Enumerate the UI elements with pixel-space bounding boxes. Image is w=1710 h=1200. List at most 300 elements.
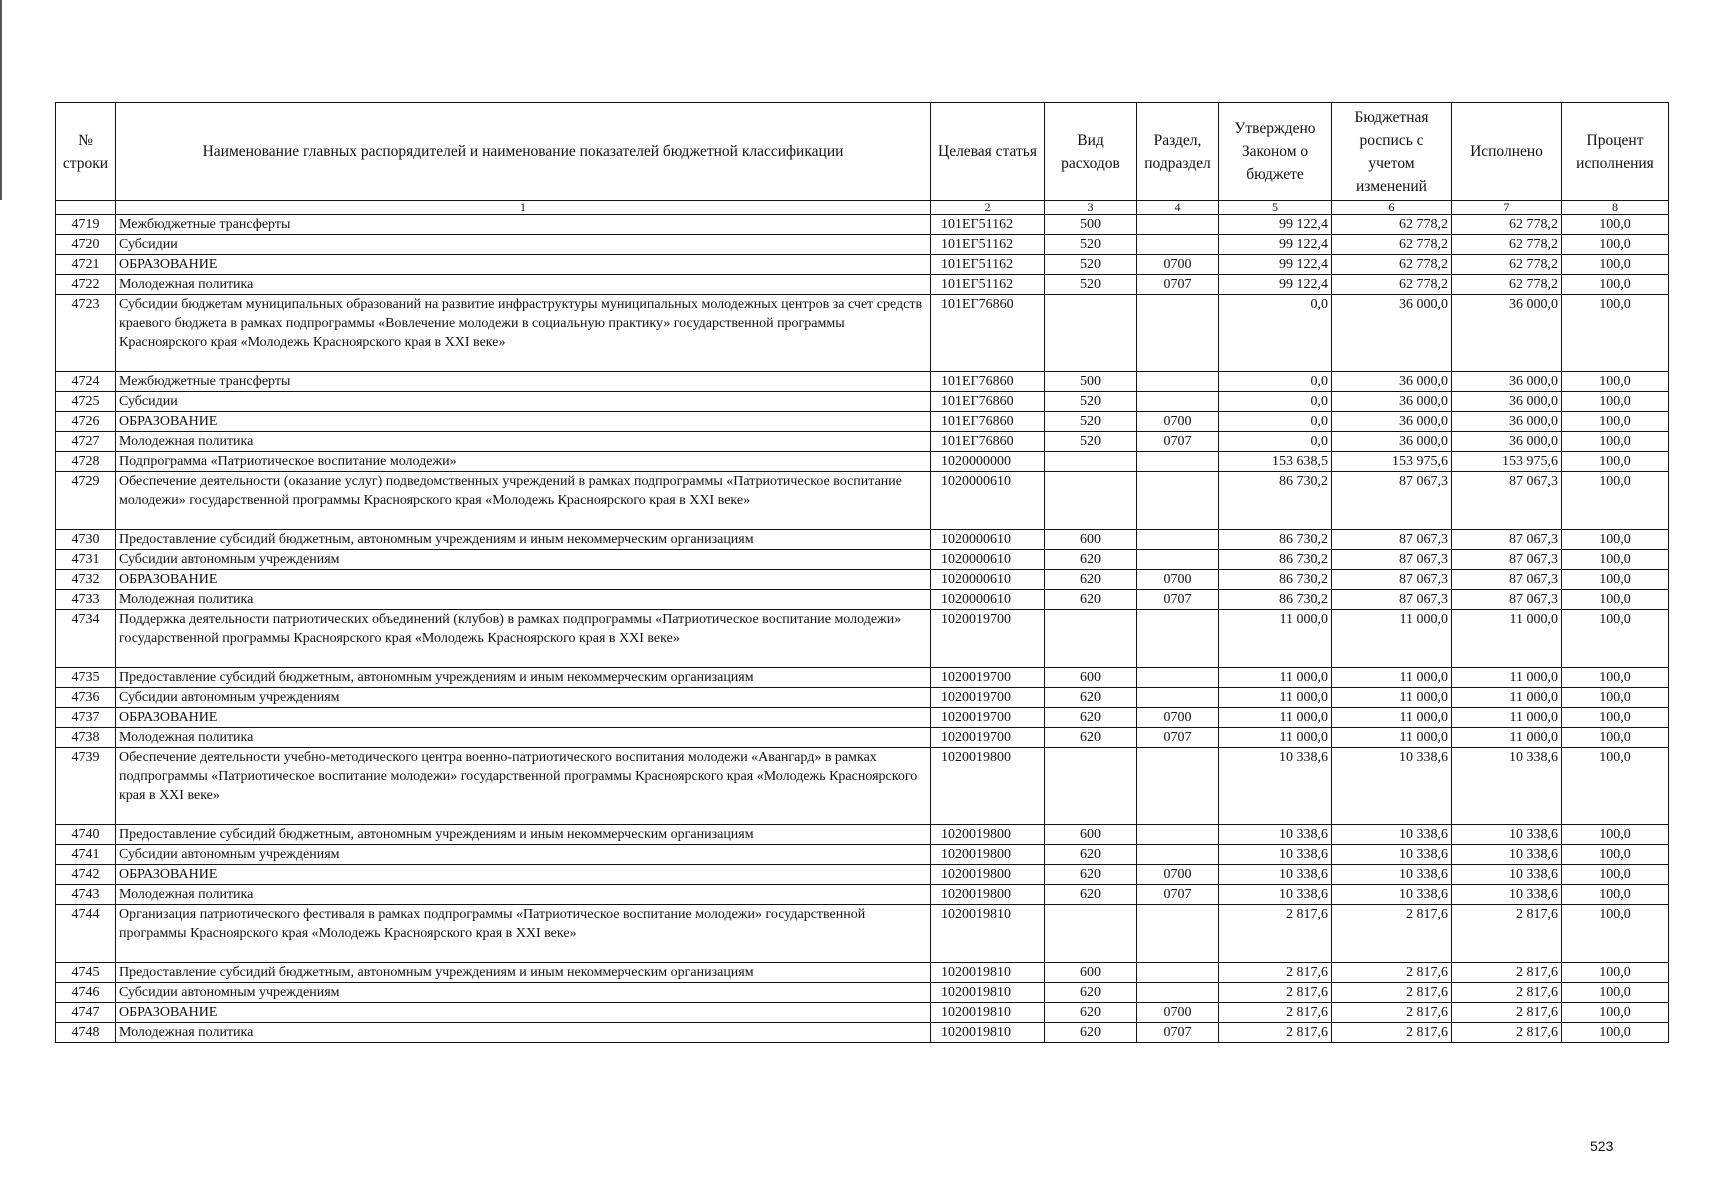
target-article: 1020000610	[931, 472, 1045, 530]
executed-amount: 153 975,6	[1452, 452, 1562, 472]
section-code	[1137, 372, 1219, 392]
execution-percent: 100,0	[1562, 372, 1669, 392]
budget-amount: 62 778,2	[1332, 235, 1452, 255]
budget-amount: 11 000,0	[1332, 708, 1452, 728]
target-article: 101ЕГ76860	[931, 372, 1045, 392]
target-article: 101ЕГ76860	[931, 412, 1045, 432]
target-article: 1020019800	[931, 865, 1045, 885]
row-name: ОБРАЗОВАНИЕ	[116, 1003, 931, 1023]
budget-amount: 11 000,0	[1332, 610, 1452, 668]
approved-amount: 0,0	[1219, 412, 1332, 432]
table-row	[56, 570, 1669, 590]
table-body	[56, 215, 1669, 1043]
section-code: 0700	[1137, 412, 1219, 432]
section-code	[1137, 550, 1219, 570]
execution-percent: 100,0	[1562, 905, 1669, 963]
row-name: Субсидии	[116, 392, 931, 412]
approved-amount: 2 817,6	[1219, 1003, 1332, 1023]
table-row	[56, 748, 1669, 825]
row-name: ОБРАЗОВАНИЕ	[116, 412, 931, 432]
section-code: 0700	[1137, 1003, 1219, 1023]
approved-amount: 11 000,0	[1219, 708, 1332, 728]
expense-type: 620	[1045, 590, 1137, 610]
approved-amount: 86 730,2	[1219, 570, 1332, 590]
budget-amount: 36 000,0	[1332, 295, 1452, 372]
executed-amount: 62 778,2	[1452, 215, 1562, 235]
row-name: Молодежная политика	[116, 275, 931, 295]
executed-amount: 36 000,0	[1452, 432, 1562, 452]
row-name: ОБРАЗОВАНИЕ	[116, 255, 931, 275]
row-name: Предоставление субсидий бюджетным, автономным учреждениям и иным некоммерческим организациям	[116, 668, 931, 688]
colnum	[56, 201, 116, 215]
table-row	[56, 825, 1669, 845]
header-approved: Утверждено Законом о бюджете	[1219, 103, 1332, 201]
scan-edge	[0, 0, 2, 200]
section-code	[1137, 748, 1219, 825]
row-name: Межбюджетные трансферты	[116, 372, 931, 392]
row-number: 4724	[56, 372, 116, 392]
execution-percent: 100,0	[1562, 610, 1669, 668]
row-name: Предоставление субсидий бюджетным, автономным учреждениям и иным некоммерческим организациям	[116, 963, 931, 983]
executed-amount: 87 067,3	[1452, 530, 1562, 550]
execution-percent: 100,0	[1562, 570, 1669, 590]
target-article: 1020019810	[931, 963, 1045, 983]
execution-percent: 100,0	[1562, 845, 1669, 865]
table-row	[56, 412, 1669, 432]
executed-amount: 10 338,6	[1452, 885, 1562, 905]
execution-percent: 100,0	[1562, 688, 1669, 708]
row-name: Молодежная политика	[116, 885, 931, 905]
budget-amount: 36 000,0	[1332, 372, 1452, 392]
budget-amount: 62 778,2	[1332, 215, 1452, 235]
approved-amount: 10 338,6	[1219, 865, 1332, 885]
row-name: Организация патриотического фестиваля в рамках подпрограммы «Патриотическое воспитание молодежи» государственной программы Красноярского края «Молодежь Красноярского края в XXI веке»	[116, 905, 931, 963]
row-name: Межбюджетные трансферты	[116, 215, 931, 235]
row-number: 4740	[56, 825, 116, 845]
section-code	[1137, 215, 1219, 235]
execution-percent: 100,0	[1562, 1003, 1669, 1023]
approved-amount: 99 122,4	[1219, 275, 1332, 295]
row-number: 4739	[56, 748, 116, 825]
expense-type	[1045, 905, 1137, 963]
table-row	[56, 392, 1669, 412]
budget-table	[55, 102, 1669, 1043]
target-article: 101ЕГ51162	[931, 215, 1045, 235]
expense-type: 520	[1045, 255, 1137, 275]
row-number: 4725	[56, 392, 116, 412]
table-row	[56, 983, 1669, 1003]
target-article: 1020019800	[931, 748, 1045, 825]
executed-amount: 2 817,6	[1452, 905, 1562, 963]
execution-percent: 100,0	[1562, 550, 1669, 570]
row-number: 4722	[56, 275, 116, 295]
expense-type: 520	[1045, 235, 1137, 255]
section-code: 0707	[1137, 1023, 1219, 1043]
row-number: 4741	[56, 845, 116, 865]
budget-amount: 11 000,0	[1332, 728, 1452, 748]
budget-amount: 87 067,3	[1332, 472, 1452, 530]
expense-type: 620	[1045, 885, 1137, 905]
row-number: 4719	[56, 215, 116, 235]
table-row	[56, 845, 1669, 865]
section-code	[1137, 472, 1219, 530]
row-name: ОБРАЗОВАНИЕ	[116, 708, 931, 728]
table-row	[56, 963, 1669, 983]
table-row	[56, 235, 1669, 255]
section-code	[1137, 452, 1219, 472]
expense-type: 620	[1045, 865, 1137, 885]
row-name: Субсидии автономным учреждениям	[116, 845, 931, 865]
expense-type: 600	[1045, 668, 1137, 688]
approved-amount: 99 122,4	[1219, 235, 1332, 255]
row-number: 4730	[56, 530, 116, 550]
table-row	[56, 1003, 1669, 1023]
table-row	[56, 590, 1669, 610]
executed-amount: 2 817,6	[1452, 963, 1562, 983]
approved-amount: 86 730,2	[1219, 530, 1332, 550]
table-row	[56, 550, 1669, 570]
executed-amount: 10 338,6	[1452, 825, 1562, 845]
table-row	[56, 215, 1669, 235]
table-row	[56, 530, 1669, 550]
section-code: 0707	[1137, 275, 1219, 295]
expense-type: 620	[1045, 845, 1137, 865]
row-name: Обеспечение деятельности учебно-методического центра военно-патриотического воспитания молодежи «Авангард» в рамках подпрограммы «Патриотическое воспитание молодежи» государственной программы Красноярского края «Молодежь Красноярского края в XXI веке»	[116, 748, 931, 825]
row-number: 4737	[56, 708, 116, 728]
expense-type: 600	[1045, 963, 1137, 983]
executed-amount: 11 000,0	[1452, 728, 1562, 748]
execution-percent: 100,0	[1562, 708, 1669, 728]
budget-amount: 10 338,6	[1332, 845, 1452, 865]
execution-percent: 100,0	[1562, 472, 1669, 530]
row-number: 4731	[56, 550, 116, 570]
row-number: 4721	[56, 255, 116, 275]
section-code	[1137, 845, 1219, 865]
row-number: 4744	[56, 905, 116, 963]
row-number: 4736	[56, 688, 116, 708]
target-article: 1020000610	[931, 550, 1045, 570]
execution-percent: 100,0	[1562, 275, 1669, 295]
approved-amount: 11 000,0	[1219, 728, 1332, 748]
target-article: 1020019700	[931, 610, 1045, 668]
section-code	[1137, 530, 1219, 550]
approved-amount: 2 817,6	[1219, 905, 1332, 963]
table-row	[56, 472, 1669, 530]
executed-amount: 2 817,6	[1452, 1023, 1562, 1043]
expense-type: 620	[1045, 708, 1137, 728]
target-article: 1020019810	[931, 905, 1045, 963]
budget-amount: 36 000,0	[1332, 432, 1452, 452]
table-row	[56, 372, 1669, 392]
row-number: 4723	[56, 295, 116, 372]
row-number: 4729	[56, 472, 116, 530]
section-code: 0707	[1137, 432, 1219, 452]
target-article: 1020000610	[931, 590, 1045, 610]
execution-percent: 100,0	[1562, 235, 1669, 255]
target-article: 1020000610	[931, 570, 1045, 590]
executed-amount: 87 067,3	[1452, 550, 1562, 570]
header-type: Вид расходов	[1045, 103, 1137, 201]
target-article: 1020019800	[931, 845, 1045, 865]
executed-amount: 87 067,3	[1452, 472, 1562, 530]
expense-type: 520	[1045, 275, 1137, 295]
target-article: 1020000000	[931, 452, 1045, 472]
table-row	[56, 255, 1669, 275]
execution-percent: 100,0	[1562, 1023, 1669, 1043]
expense-type: 620	[1045, 728, 1137, 748]
execution-percent: 100,0	[1562, 728, 1669, 748]
target-article: 1020019810	[931, 1023, 1045, 1043]
budget-amount: 87 067,3	[1332, 550, 1452, 570]
executed-amount: 11 000,0	[1452, 708, 1562, 728]
budget-amount: 10 338,6	[1332, 825, 1452, 845]
approved-amount: 11 000,0	[1219, 668, 1332, 688]
budget-amount: 2 817,6	[1332, 905, 1452, 963]
section-code: 0700	[1137, 570, 1219, 590]
page-number: 523	[1590, 1138, 1614, 1154]
execution-percent: 100,0	[1562, 392, 1669, 412]
approved-amount: 10 338,6	[1219, 748, 1332, 825]
row-number: 4738	[56, 728, 116, 748]
approved-amount: 86 730,2	[1219, 590, 1332, 610]
approved-amount: 99 122,4	[1219, 215, 1332, 235]
approved-amount: 0,0	[1219, 432, 1332, 452]
section-code	[1137, 905, 1219, 963]
approved-amount: 2 817,6	[1219, 963, 1332, 983]
table-row	[56, 1023, 1669, 1043]
section-code: 0700	[1137, 708, 1219, 728]
table-row	[56, 275, 1669, 295]
row-name: Поддержка деятельности патриотических объединений (клубов) в рамках подпрограммы «Патриотическое воспитание молодежи» государственной программы Красноярского края «Молодежь Красноярского края в XXI веке»	[116, 610, 931, 668]
row-number: 4747	[56, 1003, 116, 1023]
budget-amount: 10 338,6	[1332, 748, 1452, 825]
row-name: Обеспечение деятельности (оказание услуг) подведомственных учреждений в рамках подпрограммы «Патриотическое воспитание молодежи» государственной программы Красноярского края «Молодежь Красноярского края в XXI веке»	[116, 472, 931, 530]
budget-amount: 36 000,0	[1332, 392, 1452, 412]
section-code	[1137, 983, 1219, 1003]
target-article: 1020019700	[931, 688, 1045, 708]
row-number: 4743	[56, 885, 116, 905]
budget-amount: 153 975,6	[1332, 452, 1452, 472]
executed-amount: 87 067,3	[1452, 590, 1562, 610]
target-article: 101ЕГ76860	[931, 432, 1045, 452]
section-code	[1137, 963, 1219, 983]
execution-percent: 100,0	[1562, 295, 1669, 372]
row-name: Молодежная политика	[116, 728, 931, 748]
section-code	[1137, 392, 1219, 412]
executed-amount: 10 338,6	[1452, 845, 1562, 865]
budget-amount: 2 817,6	[1332, 1003, 1452, 1023]
header-row-no: № строки	[56, 103, 116, 201]
executed-amount: 2 817,6	[1452, 1003, 1562, 1023]
expense-type: 620	[1045, 1003, 1137, 1023]
section-code	[1137, 688, 1219, 708]
approved-amount: 99 122,4	[1219, 255, 1332, 275]
expense-type: 620	[1045, 1023, 1137, 1043]
section-code: 0700	[1137, 255, 1219, 275]
execution-percent: 100,0	[1562, 412, 1669, 432]
target-article: 1020019810	[931, 983, 1045, 1003]
column-number-row	[56, 201, 1669, 215]
budget-amount: 10 338,6	[1332, 885, 1452, 905]
row-name: Субсидии автономным учреждениям	[116, 983, 931, 1003]
expense-type: 500	[1045, 215, 1137, 235]
executed-amount: 10 338,6	[1452, 865, 1562, 885]
row-name: ОБРАЗОВАНИЕ	[116, 570, 931, 590]
row-number: 4733	[56, 590, 116, 610]
row-name: Молодежная политика	[116, 432, 931, 452]
execution-percent: 100,0	[1562, 452, 1669, 472]
row-number: 4735	[56, 668, 116, 688]
approved-amount: 10 338,6	[1219, 845, 1332, 865]
table-row	[56, 905, 1669, 963]
execution-percent: 100,0	[1562, 825, 1669, 845]
execution-percent: 100,0	[1562, 530, 1669, 550]
executed-amount: 36 000,0	[1452, 295, 1562, 372]
execution-percent: 100,0	[1562, 215, 1669, 235]
expense-type	[1045, 472, 1137, 530]
target-article: 1020019700	[931, 728, 1045, 748]
row-number: 4734	[56, 610, 116, 668]
executed-amount: 62 778,2	[1452, 275, 1562, 295]
table-row	[56, 432, 1669, 452]
target-article: 101ЕГ76860	[931, 392, 1045, 412]
table-row	[56, 728, 1669, 748]
execution-percent: 100,0	[1562, 983, 1669, 1003]
budget-amount: 87 067,3	[1332, 590, 1452, 610]
executed-amount: 62 778,2	[1452, 255, 1562, 275]
row-number: 4720	[56, 235, 116, 255]
execution-percent: 100,0	[1562, 668, 1669, 688]
table-row	[56, 865, 1669, 885]
execution-percent: 100,0	[1562, 963, 1669, 983]
expense-type: 620	[1045, 550, 1137, 570]
colnum: 4	[1137, 201, 1219, 215]
execution-percent: 100,0	[1562, 255, 1669, 275]
budget-amount: 2 817,6	[1332, 983, 1452, 1003]
colnum: 5	[1219, 201, 1332, 215]
executed-amount: 36 000,0	[1452, 412, 1562, 432]
target-article: 101ЕГ51162	[931, 275, 1045, 295]
budget-amount: 10 338,6	[1332, 865, 1452, 885]
section-code: 0707	[1137, 590, 1219, 610]
row-number: 4748	[56, 1023, 116, 1043]
table-row	[56, 610, 1669, 668]
header-budget: Бюджетная роспись с учетом изменений	[1332, 103, 1452, 201]
expense-type	[1045, 452, 1137, 472]
approved-amount: 0,0	[1219, 372, 1332, 392]
row-number: 4732	[56, 570, 116, 590]
approved-amount: 0,0	[1219, 392, 1332, 412]
execution-percent: 100,0	[1562, 590, 1669, 610]
expense-type: 620	[1045, 570, 1137, 590]
approved-amount: 10 338,6	[1219, 885, 1332, 905]
budget-amount: 2 817,6	[1332, 963, 1452, 983]
target-article: 101ЕГ51162	[931, 235, 1045, 255]
colnum: 3	[1045, 201, 1137, 215]
execution-percent: 100,0	[1562, 885, 1669, 905]
approved-amount: 86 730,2	[1219, 472, 1332, 530]
target-article: 1020019700	[931, 668, 1045, 688]
row-number: 4742	[56, 865, 116, 885]
section-code	[1137, 235, 1219, 255]
header-percent: Процент исполнения	[1562, 103, 1669, 201]
table-row	[56, 708, 1669, 728]
executed-amount: 11 000,0	[1452, 610, 1562, 668]
budget-amount: 36 000,0	[1332, 412, 1452, 432]
row-name: Субсидии	[116, 235, 931, 255]
executed-amount: 11 000,0	[1452, 668, 1562, 688]
target-article: 101ЕГ51162	[931, 255, 1045, 275]
table-row	[56, 885, 1669, 905]
header-section: Раздел, подраздел	[1137, 103, 1219, 201]
row-name: Предоставление субсидий бюджетным, автономным учреждениям и иным некоммерческим организациям	[116, 530, 931, 550]
executed-amount: 11 000,0	[1452, 688, 1562, 708]
section-code: 0707	[1137, 885, 1219, 905]
section-code	[1137, 295, 1219, 372]
colnum: 7	[1452, 201, 1562, 215]
approved-amount: 11 000,0	[1219, 688, 1332, 708]
header-executed: Исполнено	[1452, 103, 1562, 201]
executed-amount: 36 000,0	[1452, 372, 1562, 392]
section-code	[1137, 668, 1219, 688]
target-article: 1020019800	[931, 885, 1045, 905]
approved-amount: 153 638,5	[1219, 452, 1332, 472]
row-name: Субсидии автономным учреждениям	[116, 550, 931, 570]
target-article: 101ЕГ76860	[931, 295, 1045, 372]
expense-type	[1045, 748, 1137, 825]
budget-amount: 62 778,2	[1332, 255, 1452, 275]
row-number: 4746	[56, 983, 116, 1003]
row-number: 4726	[56, 412, 116, 432]
section-code: 0707	[1137, 728, 1219, 748]
execution-percent: 100,0	[1562, 865, 1669, 885]
approved-amount: 2 817,6	[1219, 983, 1332, 1003]
table-header	[56, 103, 1669, 215]
target-article: 1020019810	[931, 1003, 1045, 1023]
executed-amount: 2 817,6	[1452, 983, 1562, 1003]
colnum: 6	[1332, 201, 1452, 215]
section-code	[1137, 825, 1219, 845]
execution-percent: 100,0	[1562, 748, 1669, 825]
target-article: 1020000610	[931, 530, 1045, 550]
budget-amount: 11 000,0	[1332, 668, 1452, 688]
row-name: Молодежная политика	[116, 590, 931, 610]
expense-type	[1045, 295, 1137, 372]
colnum: 8	[1562, 201, 1669, 215]
expense-type: 620	[1045, 688, 1137, 708]
table-row	[56, 688, 1669, 708]
expense-type: 520	[1045, 432, 1137, 452]
approved-amount: 11 000,0	[1219, 610, 1332, 668]
target-article: 1020019800	[931, 825, 1045, 845]
row-name: Субсидии бюджетам муниципальных образований на развитие инфраструктуры муниципальных молодежных центров за счет средств краевого бюджета в рамках подпрограммы «Вовлечение молодежи в социальную практику» государственной программы Красноярского края «Молодежь Красноярского края в XXI веке»	[116, 295, 931, 372]
row-number: 4745	[56, 963, 116, 983]
row-number: 4728	[56, 452, 116, 472]
row-number: 4727	[56, 432, 116, 452]
table-row	[56, 295, 1669, 372]
table-row	[56, 668, 1669, 688]
header-target: Целевая статья	[931, 103, 1045, 201]
table-row	[56, 452, 1669, 472]
expense-type: 500	[1045, 372, 1137, 392]
budget-amount: 11 000,0	[1332, 688, 1452, 708]
executed-amount: 36 000,0	[1452, 392, 1562, 412]
row-name: Молодежная политика	[116, 1023, 931, 1043]
expense-type: 600	[1045, 825, 1137, 845]
budget-amount: 87 067,3	[1332, 570, 1452, 590]
approved-amount: 86 730,2	[1219, 550, 1332, 570]
header-name: Наименование главных распорядителей и наименование показателей бюджетной классификации	[116, 103, 931, 201]
